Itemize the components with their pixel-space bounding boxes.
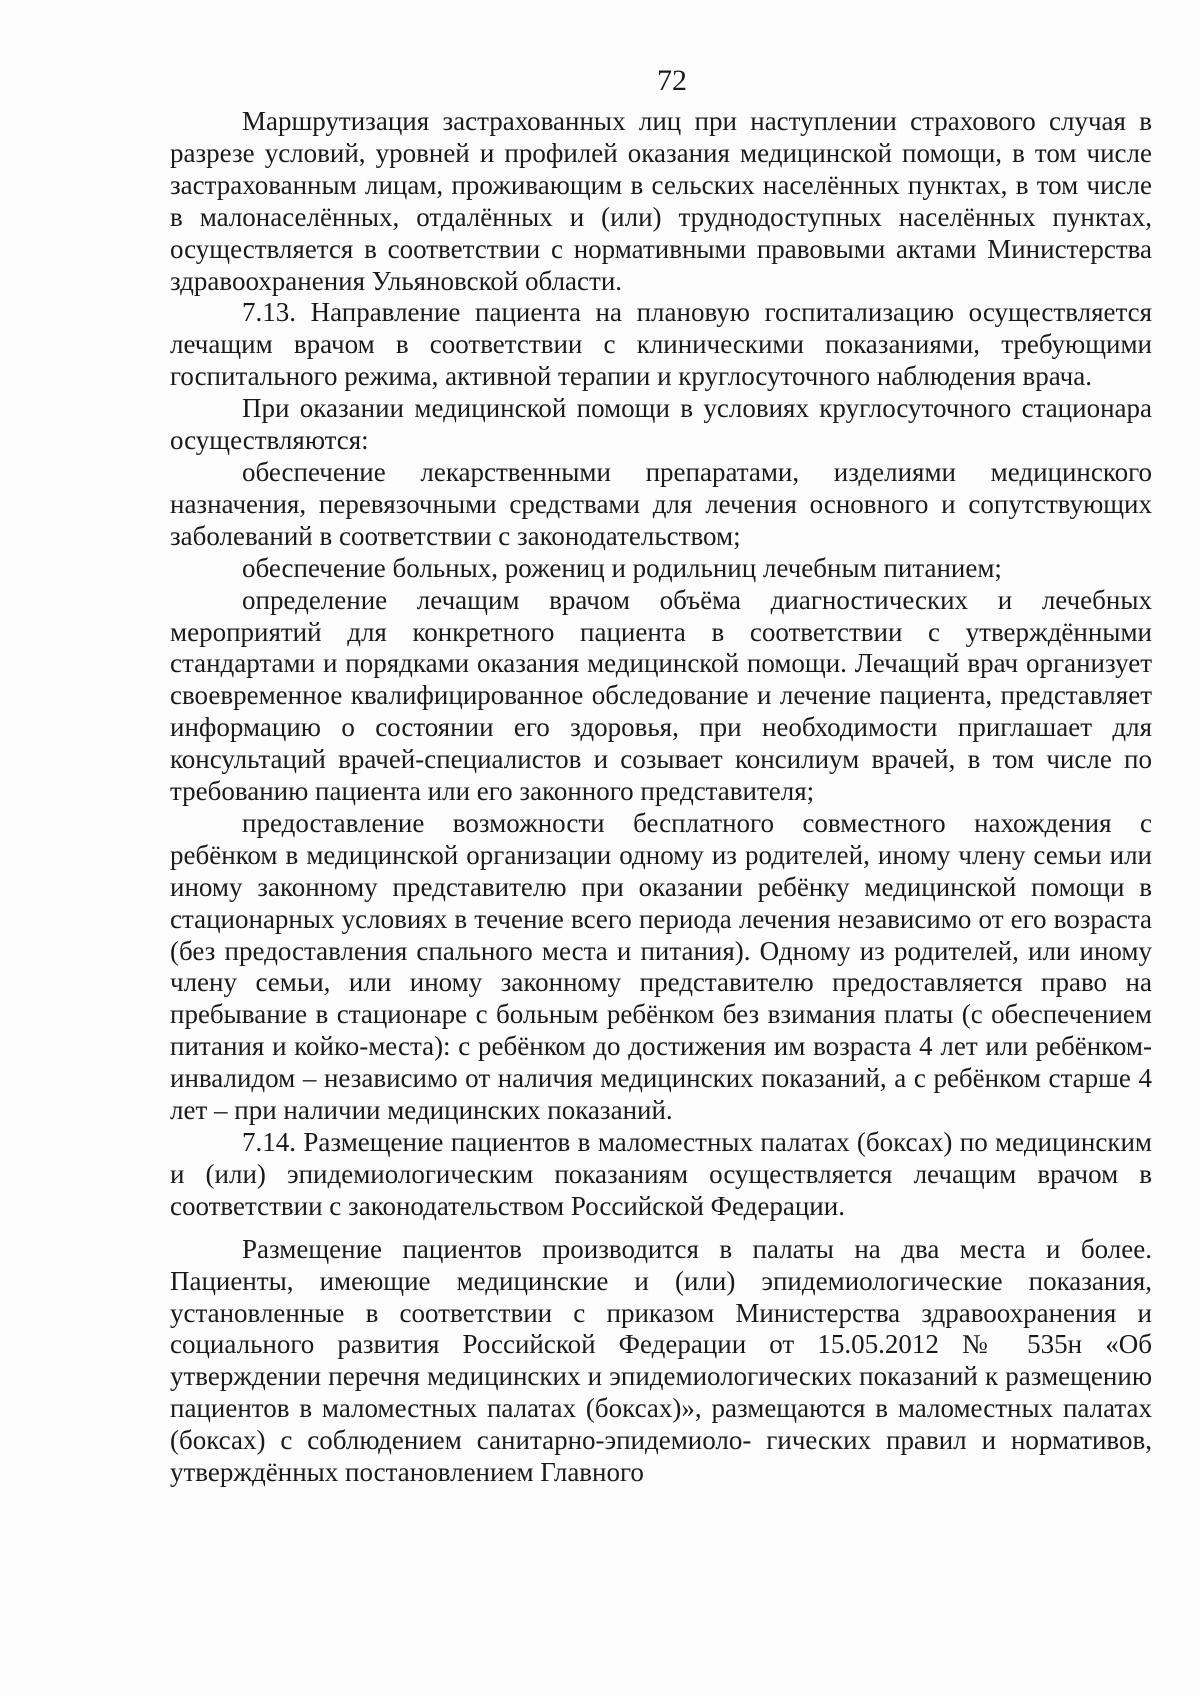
paragraph-7-13: 7.13. Направление пациента на плановую госпитализацию осуществляется лечащим врачом в соответствии с клиническими показаниями, требующими госпитального режима, активной терапии и круглосуточного наблюдения врача. (170, 297, 1152, 392)
paragraph-parent-stay: предоставление возможности бесплатного совместного нахождения с ребёнком в медицинской организации одному из родителей, иному члену семьи или иному законному представителю при оказании ребёнку медицинской помощи в стационарных условиях в течение всего периода лечения независимо от его возраста (без предоставления спального места и питания). Одному из родителей, или иному члену семьи, или иному законному представителю предоставляется право на пребывание в стационаре с больным ребёнком без взимания платы (с обеспечением питания и койко-места): с ребёнком до достижения им возраста 4 лет или ребёнком-инвалидом – независимо от наличия медицинских показаний, а с ребёнком старше 4 лет – при наличии медицинских показаний. (170, 807, 1152, 1126)
page-number: 72 (657, 64, 687, 97)
paragraph-7-14: 7.14. Размещение пациентов в маломестных палатах (боксах) по медицинским и (или) эпидемиологическим показаниям осуществляется лечащим врачом в соответствии с законодательством Российской Федерации. (170, 1127, 1152, 1221)
paragraph-routing: Маршрутизация застрахованных лиц при наступлении страхового случая в разрезе условий, уровней и профилей оказания медицинской помощи, в том числе застрахованным лицам, проживающим в сельских населённых пунктах, в том числе в малонаселённых, отдалённых и (или) труднодоступных населённых пунктах, осуществляется в соответствии с нормативными правовыми актами Министерства здравоохранения Ульяновской области. (170, 106, 1152, 296)
paragraph-medication-supply: обеспечение лекарственными препаратами, изделиями медицинского назначения, перевязочными средствами для лечения основного и сопутствующих заболеваний в соответствии с законодательством; (170, 456, 1152, 551)
paragraph-nutrition: обеспечение больных, рожениц и родильниц лечебным питанием; (242, 552, 1002, 583)
paragraph-placement: Размещение пациентов производится в палаты на два места и более. Пациенты, имеющие медицинские и (или) эпидемиологические показания, установленные в соответствии с приказом Министерства здравоохранения и социального развития Российской Федерации от 15.05.2012 № 535н «Об утверждении перечня медицинских и эпидемиологических показаний к размещению пациентов в маломестных палатах (боксах)», размещаются в маломестных палатах (боксах) с соблюдением санитарно-эпидемиоло- гических правил и нормативов, утверждённых постановлением Главного (170, 1233, 1152, 1488)
document-body (170, 106, 1152, 1489)
paragraph-round-the-clock: При оказании медицинской помощи в условиях круглосуточного стационара осуществляются: (170, 393, 1152, 456)
paragraph-diagnostics: определение лечащим врачом объёма диагностических и лечебных мероприятий для конкретного пациента в соответствии с утверждёнными стандартами и порядками оказания медицинской помощи. Лечащий врач организует своевременное квалифицированное обследование и лечение пациента, представляет информацию о состоянии его здоровья, при необходимости приглашает для консультаций врачей-специалистов и созывает консилиум врачей, в том числе по требованию пациента или его законного представителя; (170, 584, 1152, 807)
